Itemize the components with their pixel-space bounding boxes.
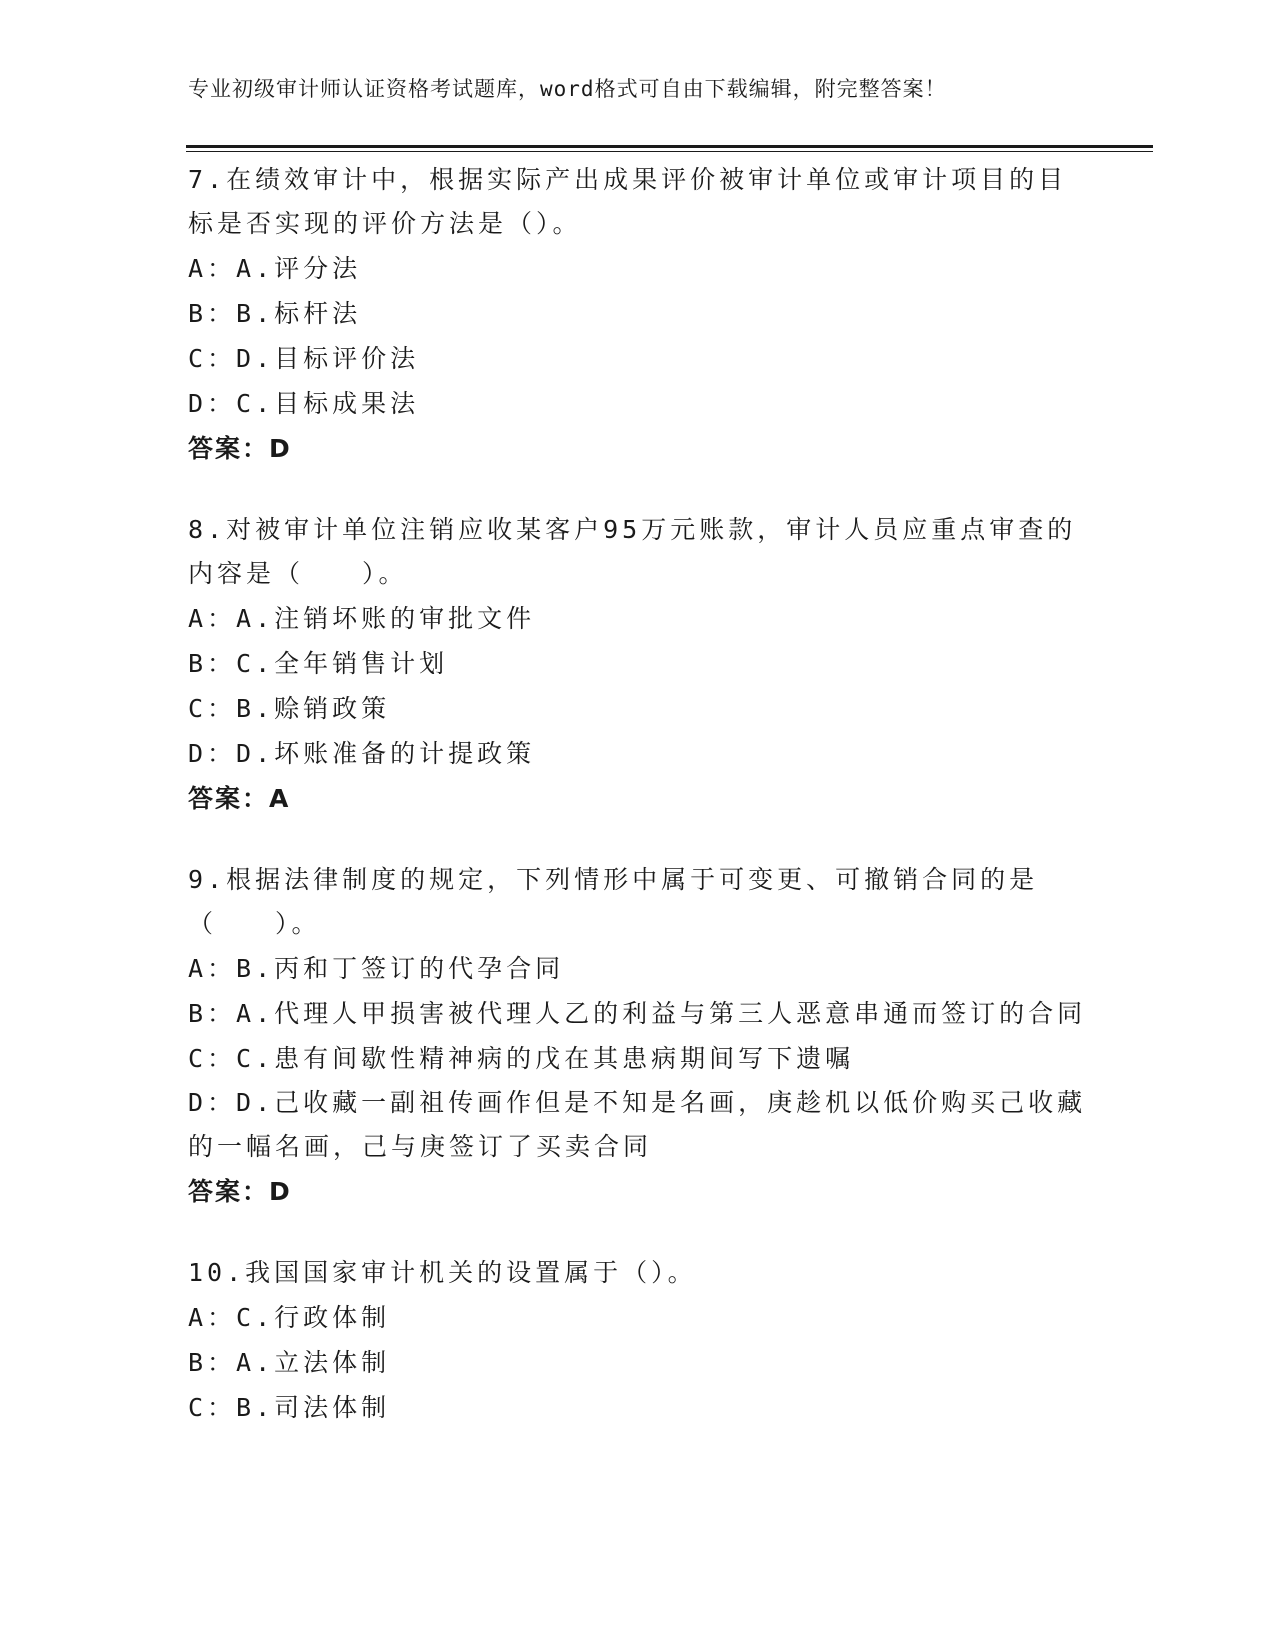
question-list	[188, 158, 1088, 1467]
option-a: A：B.丙和丁签订的代孕合同	[188, 954, 565, 983]
question-stem: 9.根据法律制度的规定，下列情形中属于可变更、可撤销合同的是（ ）。	[188, 865, 1039, 938]
answer-label: 答案：A	[188, 784, 291, 813]
answer-label: 答案：D	[188, 1177, 292, 1206]
header-divider-thin	[186, 151, 1153, 152]
option-a: A：C.行政体制	[188, 1303, 391, 1332]
option-b: B：A.立法体制	[188, 1348, 391, 1377]
option-b: B：A.代理人甲损害被代理人乙的利益与第三人恶意串通而签订的合同	[188, 999, 1087, 1028]
option-c: C：B.赊销政策	[188, 694, 391, 723]
page-header: 专业初级审计师认证资格考试题库，word格式可自由下载编辑，附完整答案！	[188, 77, 947, 101]
option-d: D：D.己收藏一副祖传画作但是不知是名画，庚趁机以低价购买己收藏的一幅名画，己与庚签订了买卖合同	[188, 1088, 1087, 1161]
question-stem: 7.在绩效审计中，根据实际产出成果评价被审计单位或审计项目的目标是否实现的评价方法是（）。	[188, 165, 1068, 238]
option-c: C：D.目标评价法	[188, 344, 420, 373]
question-8	[188, 508, 1088, 821]
option-a: A：A.注销坏账的审批文件	[188, 604, 536, 633]
question-stem: 8.对被审计单位注销应收某客户95万元账款，审计人员应重点审查的内容是（ ）。	[188, 515, 1077, 588]
question-9	[188, 858, 1088, 1214]
option-d: D：C.目标成果法	[188, 389, 420, 418]
option-a: A：A.评分法	[188, 254, 362, 283]
option-d: D：D.坏账准备的计提政策	[188, 739, 536, 768]
header-divider-thick	[186, 145, 1153, 148]
option-b: B：C.全年销售计划	[188, 649, 449, 678]
option-c: C：B.司法体制	[188, 1393, 391, 1422]
question-stem: 10.我国国家审计机关的设置属于（）。	[188, 1258, 697, 1287]
question-7	[188, 158, 1088, 471]
option-b: B：B.标杆法	[188, 299, 362, 328]
option-c: C：C.患有间歇性精神病的戊在其患病期间写下遗嘱	[188, 1044, 855, 1073]
answer-label: 答案：D	[188, 434, 292, 463]
question-10	[188, 1251, 1088, 1430]
